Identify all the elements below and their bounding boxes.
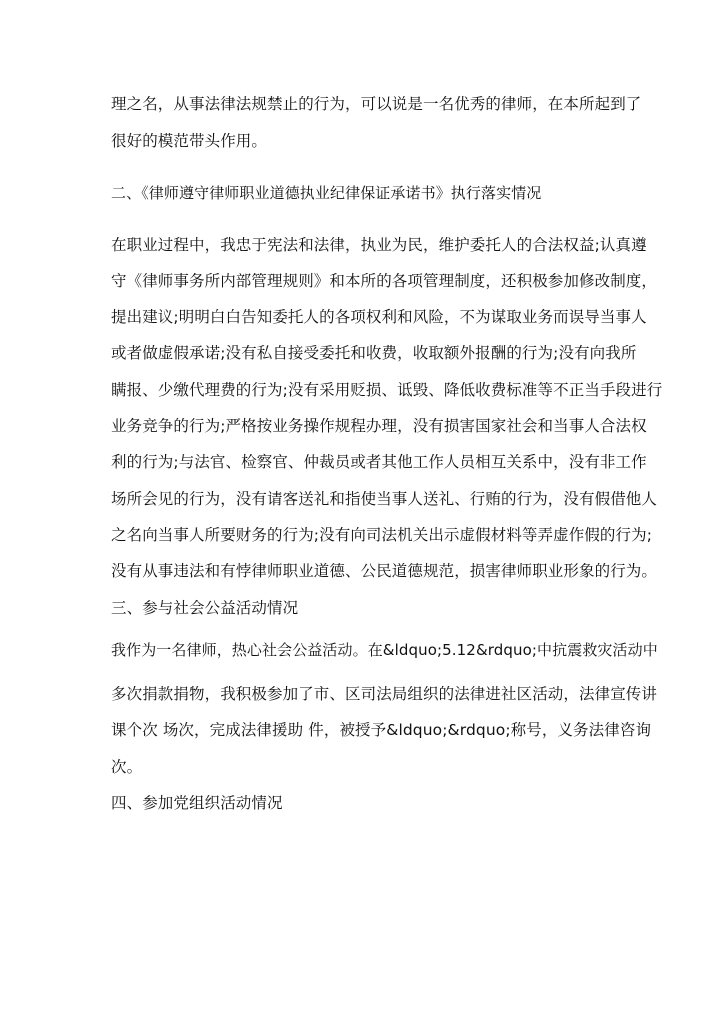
paragraph-line: 守《律师事务所内部管理规则》和本所的各项管理制度，还积极参加修改制度， — [111, 272, 658, 290]
paragraph-line: 理之名，从事法律法规禁止的行为，可以说是一名优秀的律师，在本所起到了 — [111, 95, 642, 113]
section-heading-3: 我作为一名律师，热心社会公益活动。在&ldquo;5.12&rdquo;中抗震救灾活动中 — [111, 641, 658, 659]
paragraph-line: 之名向当事人所要财务的行为;没有向司法机关出示虚假材料等弄虚作假的行为; — [111, 526, 653, 544]
paragraph-line: 提出建议;明明白白告知委托人的各项权利和风险，不为谋取业务而误导当事人 — [111, 308, 647, 326]
section-heading-2: 二、《律师遵守律师职业道德执业纪律保证承诺书》执行落实情况 — [111, 184, 542, 202]
paragraph-line: 四、参加党组织活动情况 — [111, 794, 283, 812]
paragraph-line: 次。 — [111, 758, 143, 776]
paragraph-line: 课个次 场次，完成法律援助 件，被授予&ldquo;&rdquo;称号，义务法律咨询 — [111, 721, 652, 739]
paragraph-line: 很好的模范带头作用。 — [111, 132, 268, 150]
paragraph-line: 多次捐款捐物，我积极参加了市、区司法局组织的法律进社区活动，法律宣传讲 — [111, 685, 658, 703]
paragraph-line: 瞒报、少缴代理费的行为;没有采用贬损、诋毁、降低收费标准等不正当手段进行 — [111, 381, 663, 399]
paragraph-line: 或者做虚假承诺;没有私自接受委托和收费，收取额外报酬的行为;没有向我所 — [111, 344, 637, 362]
paragraph-line: 场所会见的行为，没有请客送礼和指使当事人送礼、行贿的行为，没有假借他人 — [111, 490, 658, 508]
paragraph-line: 利的行为;与法官、检察官、仲裁员或者其他工作人员相互关系中，没有非工作 — [111, 453, 647, 471]
paragraph-line: 在职业过程中，我忠于宪法和法律，执业为民，维护委托人的合法权益;认真遵 — [111, 236, 647, 254]
paragraph-line: 没有从事违法和有悖律师职业道德、公民道德规范，损害律师职业形象的行为。 — [111, 562, 658, 580]
paragraph-line: 业务竞争的行为;严格按业务操作规程办理，没有损害国家社会和当事人合法权 — [111, 417, 647, 435]
paragraph-line: 三、参与社会公益活动情况 — [111, 599, 299, 617]
